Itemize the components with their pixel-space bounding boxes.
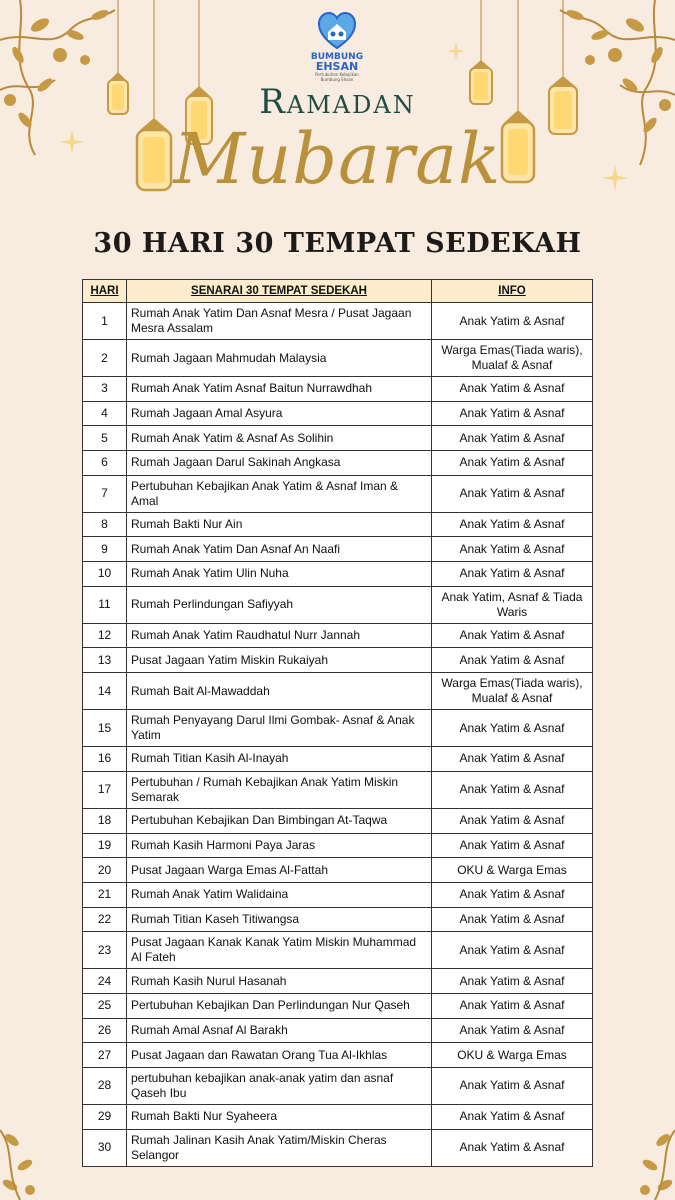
- cell-info: Anak Yatim & Asnaf: [432, 451, 593, 476]
- table-row: [83, 537, 593, 562]
- cell-nama: Rumah Penyayang Darul Ilmi Gombak- Asnaf & Anak Yatim: [127, 710, 432, 747]
- cell-info: Anak Yatim & Asnaf: [432, 1129, 593, 1166]
- page-subtitle: 30 HARI 30 TEMPAT SEDEKAH: [93, 228, 582, 259]
- cell-nama: Rumah Bakti Nur Ain: [127, 512, 432, 537]
- table-row: [83, 1067, 593, 1104]
- cell-hari: 5: [83, 426, 127, 451]
- cell-nama: Rumah Anak Yatim Walidaina: [127, 882, 432, 907]
- table-row: [83, 340, 593, 377]
- cell-info: Warga Emas(Tiada waris), Mualaf & Asnaf: [432, 340, 593, 377]
- cell-info: Anak Yatim & Asnaf: [432, 833, 593, 858]
- cell-nama: Rumah Bait Al-Mawaddah: [127, 673, 432, 710]
- cell-nama: Rumah Titian Kaseh Titiwangsa: [127, 907, 432, 932]
- cell-hari: 25: [83, 993, 127, 1018]
- cell-nama: Rumah Jagaan Mahmudah Malaysia: [127, 340, 432, 377]
- cell-info: Anak Yatim & Asnaf: [432, 512, 593, 537]
- cell-nama: Rumah Titian Kasih Al-Inayah: [127, 747, 432, 772]
- cell-hari: 13: [83, 648, 127, 673]
- cell-info: Anak Yatim & Asnaf: [432, 623, 593, 648]
- cell-hari: 23: [83, 932, 127, 969]
- cell-info: Anak Yatim & Asnaf: [432, 562, 593, 587]
- cell-nama: Rumah Anak Yatim Dan Asnaf Mesra / Pusat Jagaan Mesra Assalam: [127, 303, 432, 340]
- cell-hari: 27: [83, 1043, 127, 1068]
- cell-hari: 2: [83, 340, 127, 377]
- cell-hari: 30: [83, 1129, 127, 1166]
- cell-nama: pertubuhan kebajikan anak-anak yatim dan asnaf Qaseh Ibu: [127, 1067, 432, 1104]
- cell-info: Anak Yatim & Asnaf: [432, 303, 593, 340]
- cell-nama: Rumah Bakti Nur Syaheera: [127, 1104, 432, 1129]
- cell-nama: Pusat Jagaan Kanak Kanak Yatim Miskin Muhammad Al Fateh: [127, 932, 432, 969]
- logo-line-2: EHSAN: [315, 60, 359, 73]
- table-row: [83, 673, 593, 710]
- cell-info: Anak Yatim & Asnaf: [432, 808, 593, 833]
- cell-info: Warga Emas(Tiada waris), Mualaf & Asnaf: [432, 673, 593, 710]
- cell-hari: 12: [83, 623, 127, 648]
- cell-hari: 19: [83, 833, 127, 858]
- cell-hari: 14: [83, 673, 127, 710]
- title-ramadan: Ramadan: [259, 82, 416, 122]
- table-row: [83, 882, 593, 907]
- table-row: [83, 303, 593, 340]
- header-info: INFO: [432, 280, 593, 303]
- cell-info: Anak Yatim & Asnaf: [432, 907, 593, 932]
- cell-info: Anak Yatim & Asnaf: [432, 932, 593, 969]
- table-row: [83, 993, 593, 1018]
- table-row: [83, 401, 593, 426]
- sedekah-table: [82, 279, 593, 1167]
- cell-nama: Rumah Kasih Harmoni Paya Jaras: [127, 833, 432, 858]
- cell-hari: 9: [83, 537, 127, 562]
- cell-hari: 21: [83, 882, 127, 907]
- cell-nama: Pusat Jagaan Warga Emas Al-Fattah: [127, 858, 432, 883]
- table-row: [83, 475, 593, 512]
- cell-info: Anak Yatim & Asnaf: [432, 969, 593, 994]
- table-row: [83, 932, 593, 969]
- table-row: [83, 771, 593, 808]
- table-row: [83, 377, 593, 402]
- table-row: [83, 562, 593, 587]
- cell-hari: 15: [83, 710, 127, 747]
- cell-hari: 22: [83, 907, 127, 932]
- cell-hari: 7: [83, 475, 127, 512]
- table-row: [83, 808, 593, 833]
- table-row: [83, 858, 593, 883]
- cell-nama: Pertubuhan Kebajikan Anak Yatim & Asnaf Iman & Amal: [127, 475, 432, 512]
- cell-hari: 10: [83, 562, 127, 587]
- cell-hari: 4: [83, 401, 127, 426]
- cell-hari: 18: [83, 808, 127, 833]
- cell-hari: 3: [83, 377, 127, 402]
- table-row: [83, 907, 593, 932]
- cell-nama: Rumah Perlindungan Safiyyah: [127, 586, 432, 623]
- cell-nama: Rumah Anak Yatim Asnaf Baitun Nurrawdhah: [127, 377, 432, 402]
- cell-nama: Rumah Anak Yatim Raudhatul Nurr Jannah: [127, 623, 432, 648]
- cell-info: Anak Yatim & Asnaf: [432, 426, 593, 451]
- cell-hari: 16: [83, 747, 127, 772]
- cell-nama: Rumah Jagaan Darul Sakinah Angkasa: [127, 451, 432, 476]
- logo-tagline: Pertubuhan Kebajikan Bumbung Ehsan: [315, 72, 359, 82]
- cell-hari: 1: [83, 303, 127, 340]
- cell-info: Anak Yatim & Asnaf: [432, 747, 593, 772]
- table-row: [83, 426, 593, 451]
- cell-info: Anak Yatim & Asnaf: [432, 710, 593, 747]
- cell-hari: 29: [83, 1104, 127, 1129]
- cell-nama: Rumah Anak Yatim Ulin Nuha: [127, 562, 432, 587]
- heart-house-icon: [317, 12, 357, 50]
- cell-nama: Rumah Jalinan Kasih Anak Yatim/Miskin Cheras Selangor: [127, 1129, 432, 1166]
- cell-hari: 6: [83, 451, 127, 476]
- cell-info: Anak Yatim & Asnaf: [432, 401, 593, 426]
- bumbung-ehsan-logo: [305, 12, 369, 82]
- table-row: [83, 1104, 593, 1129]
- cell-nama: Rumah Anak Yatim Dan Asnaf An Naafi: [127, 537, 432, 562]
- cell-hari: 20: [83, 858, 127, 883]
- cell-info: Anak Yatim & Asnaf: [432, 648, 593, 673]
- table-row: [83, 512, 593, 537]
- cell-nama: Pusat Jagaan dan Rawatan Orang Tua Al-Ikhlas: [127, 1043, 432, 1068]
- cell-hari: 8: [83, 512, 127, 537]
- cell-info: Anak Yatim & Asnaf: [432, 1018, 593, 1043]
- floral-ornament-bottom-right: [625, 1120, 675, 1200]
- cell-hari: 24: [83, 969, 127, 994]
- title-mubarak: Mubarak: [173, 118, 502, 200]
- header-hari: HARI: [83, 280, 127, 303]
- cell-info: Anak Yatim & Asnaf: [432, 993, 593, 1018]
- cell-info: Anak Yatim & Asnaf: [432, 1067, 593, 1104]
- cell-nama: Rumah Jagaan Amal Asyura: [127, 401, 432, 426]
- cell-nama: Pertubuhan / Rumah Kebajikan Anak Yatim Miskin Semarak: [127, 771, 432, 808]
- cell-info: OKU & Warga Emas: [432, 858, 593, 883]
- cell-nama: Rumah Kasih Nurul Hasanah: [127, 969, 432, 994]
- cell-info: Anak Yatim, Asnaf & Tiada Waris: [432, 586, 593, 623]
- table-row: [83, 1018, 593, 1043]
- cell-info: Anak Yatim & Asnaf: [432, 377, 593, 402]
- cell-info: Anak Yatim & Asnaf: [432, 475, 593, 512]
- cell-nama: Rumah Anak Yatim & Asnaf As Solihin: [127, 426, 432, 451]
- table-header-row: [83, 280, 593, 303]
- cell-hari: 17: [83, 771, 127, 808]
- table-row: [83, 833, 593, 858]
- cell-info: OKU & Warga Emas: [432, 1043, 593, 1068]
- table-row: [83, 710, 593, 747]
- cell-hari: 28: [83, 1067, 127, 1104]
- cell-info: Anak Yatim & Asnaf: [432, 771, 593, 808]
- table-row: [83, 747, 593, 772]
- cell-nama: Rumah Amal Asnaf Al Barakh: [127, 1018, 432, 1043]
- cell-info: Anak Yatim & Asnaf: [432, 882, 593, 907]
- table-row: [83, 648, 593, 673]
- cell-nama: Pusat Jagaan Yatim Miskin Rukaiyah: [127, 648, 432, 673]
- cell-nama: Pertubuhan Kebajikan Dan Perlindungan Nur Qaseh: [127, 993, 432, 1018]
- cell-hari: 26: [83, 1018, 127, 1043]
- table-row: [83, 1129, 593, 1166]
- table-row: [83, 969, 593, 994]
- sparkle-icon: [447, 42, 465, 60]
- table-row: [83, 623, 593, 648]
- table-row: [83, 451, 593, 476]
- cell-info: Anak Yatim & Asnaf: [432, 1104, 593, 1129]
- table-row: [83, 586, 593, 623]
- header-senarai: SENARAI 30 TEMPAT SEDEKAH: [127, 280, 432, 303]
- cell-info: Anak Yatim & Asnaf: [432, 537, 593, 562]
- cell-nama: Pertubuhan Kebajikan Dan Bimbingan At-Taqwa: [127, 808, 432, 833]
- logo-line-1: BUMBUNG: [310, 52, 364, 62]
- floral-ornament-bottom-left: [0, 1120, 50, 1200]
- table-row: [83, 1043, 593, 1068]
- cell-hari: 11: [83, 586, 127, 623]
